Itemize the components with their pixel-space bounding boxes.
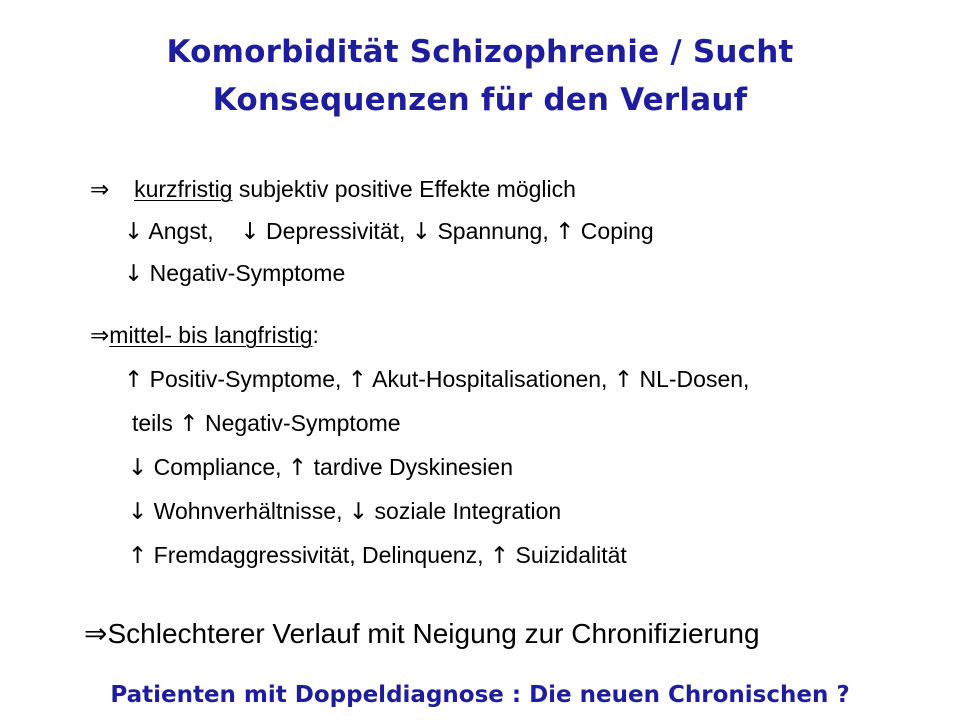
- implies-arrow-icon: ⇒: [84, 617, 108, 650]
- long-term-effects-4: [128, 500, 561, 524]
- short-term-label: kurzfristig: [134, 176, 233, 202]
- effect-negativ-symptome: Negativ-Symptome: [143, 260, 346, 286]
- implies-arrow-icon: ⇒: [90, 323, 110, 349]
- effect-fremdaggressivitaet: Fremdaggressivität, Delinquenz,: [147, 542, 484, 568]
- long-term-effects-3: [128, 456, 513, 480]
- implies-arrow-icon: ⇒: [90, 177, 110, 203]
- arrow-up-icon: ↑: [555, 219, 575, 245]
- slide-title-line-2: Konsequenzen für den Verlauf: [212, 82, 748, 118]
- arrow-up-icon: ↑: [347, 367, 368, 393]
- effect-soziale-integration: soziale Integration: [368, 498, 562, 524]
- effect-suizidalitaet: Suizidalität: [509, 542, 627, 568]
- effect-wohnverhaeltnisse: Wohnverhältnisse,: [147, 498, 343, 524]
- slide-title-line-1: Komorbidität Schizophrenie / Sucht: [166, 34, 794, 70]
- short-term-description: subjektiv positive Effekte möglich: [232, 176, 576, 202]
- arrow-down-icon: ↓: [128, 455, 148, 481]
- arrow-down-icon: ↓: [411, 219, 432, 245]
- arrow-down-icon: ↓: [124, 261, 144, 287]
- arrow-up-icon: ↑: [489, 543, 510, 569]
- effect-coping: Coping: [574, 218, 654, 244]
- effect-depressivitaet: Depressivität,: [259, 218, 406, 244]
- long-term-label: mittel- bis langfristig: [109, 322, 313, 348]
- long-term-colon: :: [312, 322, 319, 348]
- long-term-effects-1: [124, 368, 749, 392]
- teils-label: teils: [132, 410, 180, 436]
- arrow-up-icon: ↑: [128, 543, 148, 569]
- footer-question: Patienten mit Doppeldiagnose : Die neuen Chronischen ?: [110, 682, 850, 708]
- conclusion: [84, 617, 760, 650]
- arrow-up-icon: ↑: [613, 367, 634, 393]
- effect-positiv-symptome: Positiv-Symptome,: [143, 366, 342, 392]
- long-term-heading: [90, 324, 319, 348]
- effect-spannung: Spannung,: [431, 218, 549, 244]
- arrow-down-icon: ↓: [240, 219, 260, 245]
- arrow-down-icon: ↓: [128, 499, 148, 525]
- short-term-negative-symptoms: [124, 262, 345, 286]
- long-term-effects-5: [128, 544, 627, 568]
- conclusion-text: Schlechterer Verlauf mit Neigung zur Chronifizierung: [107, 618, 760, 649]
- effect-nl-dosen: NL-Dosen,: [633, 366, 750, 392]
- arrow-down-icon: ↓: [124, 219, 144, 245]
- arrow-down-icon: ↓: [348, 499, 369, 525]
- effect-akut-hospitalisationen: Akut-Hospitalisationen,: [367, 366, 608, 392]
- arrow-up-icon: ↑: [287, 455, 308, 481]
- short-term-heading: [90, 178, 576, 202]
- effect-compliance: Compliance,: [147, 454, 282, 480]
- effect-angst: Angst,: [143, 218, 214, 244]
- short-term-effects: [124, 220, 654, 244]
- long-term-effects-2: [132, 412, 401, 436]
- effect-tardive-dyskinesien: tardive Dyskinesien: [307, 454, 513, 480]
- effect-negativ-symptome-long: Negativ-Symptome: [198, 410, 401, 436]
- arrow-up-icon: ↑: [124, 367, 144, 393]
- arrow-up-icon: ↑: [179, 411, 199, 437]
